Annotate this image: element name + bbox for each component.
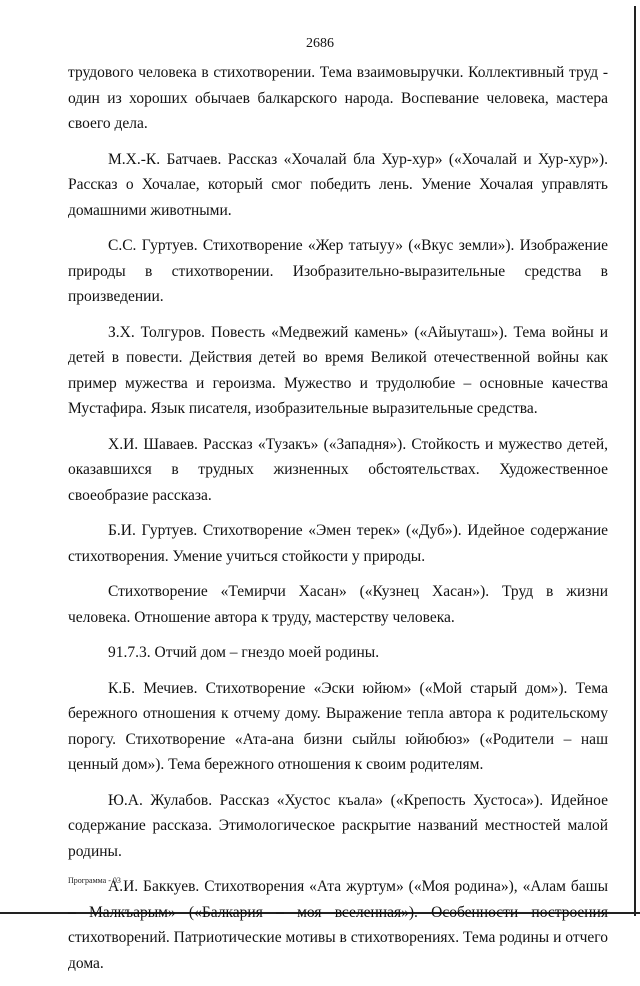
paragraph: С.С. Гуртуев. Стихотворение «Жер татыуу» («Вкус земли»). Изображение природы в стихотворении. Изобразительно-выразительные средства в произведении. [68,237,608,305]
paragraph: К.Б. Мечиев. Стихотворение «Эски юйюм» («Мой старый дом»). Тема бережного отношения к отчему дому. Выражение тепла автора к родительскому порогу. Стихотворение «Ата-ана бизни сыйлы юйюбюз» («Родители – наш ценный дом»). Тема бережного отношения к своим родителям. [68,679,608,773]
document-body [68,60,608,986]
paragraph: М.Х.-К. Батчаев. Рассказ «Хочалай бла Хур-хур» («Хочалай и Хур-хур»). Рассказ о Хочалае, который смог победить лень. Умение Хочалая управлять домашними животными. [68,150,608,219]
paragraph: трудового человека в стихотворении. Тема взаимовыручки. Коллективный труд - один из хороших обычаев балкарского народа. Воспевание человека, мастера своего дела. [68,64,608,132]
paragraph: Б.И. Гуртуев. Стихотворение «Эмен терек» («Дуб»). Идейное содержание стихотворения. Умение учиться стойкости у природы. [68,522,608,565]
section-heading: 91.7.3. Отчий дом – гнездо моей родины. [108,644,380,661]
paragraph: А.И. Баккуев. Стихотворения «Ата журтум» («Моя родина»), «Алам башы – Малкъарым» («Балкария – моя вселенная»). Особенности построения стихотворений. Патриотические мотивы в стихотворениях. Тема родины и отчего дома. [68,878,608,972]
paragraph: З.Х. Толгуров. Повесть «Медвежий камень» («Айыуташ»). Тема войны и детей в повести. Действия детей во время Великой отечественной войны как пример мужества и героизма. Мужество и трудолюбие – основные качества Мустафира. Язык писателя, изобразительные выразительные средства. [68,323,608,417]
paragraph: Ю.А. Жулабов. Рассказ «Хустос къала» («Крепость Хустоса»). Идейное содержание рассказа. Этимологическое раскрытие названий местностей малой родины. [68,791,608,860]
paragraph: Стихотворение «Темирчи Хасан» («Кузнец Хасан»). Труд в жизни человека. Отношение автора к труду, мастерству человека. [68,583,608,626]
page-edge-right [634,6,636,916]
footer-label: Программа - 03 [68,876,121,885]
paragraph: Х.И. Шаваев. Рассказ «Тузакъ» («Западня»). Стойкость и мужество детей, оказавшихся в трудных жизненных обстоятельствах. Художественное своеобразие рассказа. [68,435,608,504]
page-number: 2686 [306,36,334,51]
